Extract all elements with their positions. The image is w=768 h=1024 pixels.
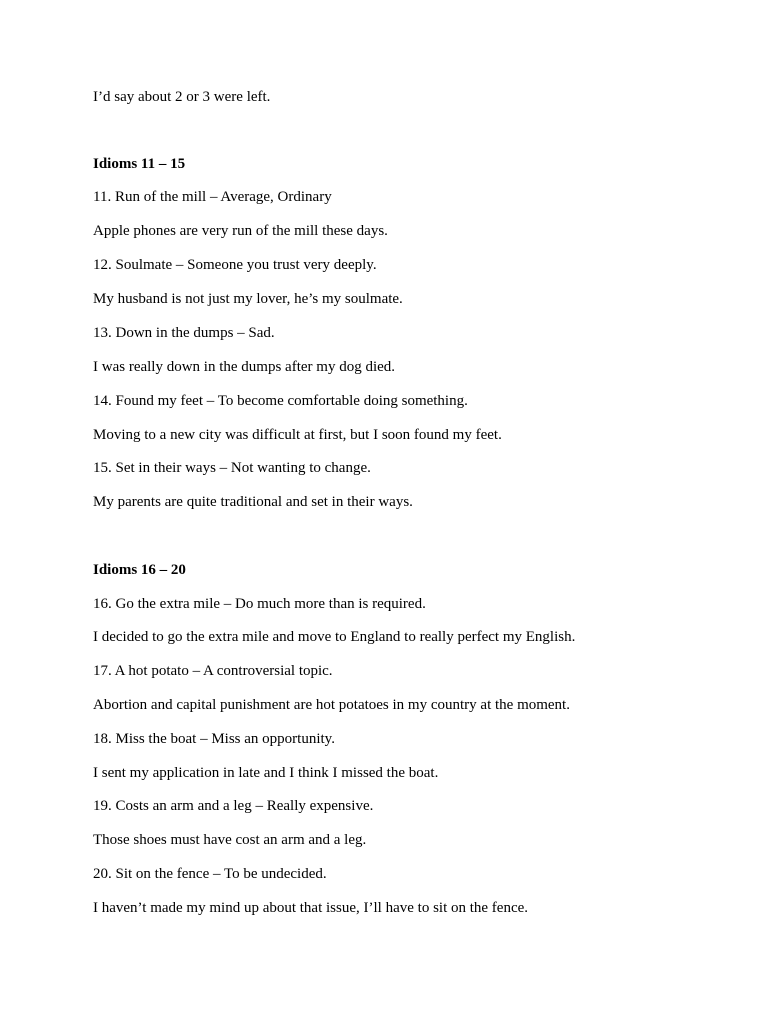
intro-line: I’d say about 2 or 3 were left.	[93, 89, 271, 105]
idiom-example: Those shoes must have cost an arm and a leg.	[93, 832, 367, 848]
idiom-definition: 14. Found my feet – To become comfortable doing something.	[93, 393, 468, 409]
idiom-example: My husband is not just my lover, he’s my soulmate.	[93, 291, 403, 307]
idiom-definition: 13. Down in the dumps – Sad.	[93, 325, 275, 341]
idiom-example: I sent my application in late and I think I missed the boat.	[93, 765, 439, 781]
idiom-example: Moving to a new city was difficult at first, but I soon found my feet.	[93, 427, 502, 443]
idiom-definition: 20. Sit on the fence – To be undecided.	[93, 866, 327, 882]
idiom-example: I decided to go the extra mile and move to England to really perfect my English.	[93, 629, 576, 645]
idiom-example: I was really down in the dumps after my dog died.	[93, 359, 396, 375]
idiom-example: I haven’t made my mind up about that issue, I’ll have to sit on the fence.	[93, 900, 529, 916]
idiom-definition: 15. Set in their ways – Not wanting to change.	[93, 460, 371, 476]
idiom-example: Abortion and capital punishment are hot potatoes in my country at the moment.	[93, 697, 570, 713]
idiom-example: My parents are quite traditional and set in their ways.	[93, 494, 413, 510]
idiom-definition: 12. Soulmate – Someone you trust very deeply.	[93, 257, 377, 273]
idiom-definition: 19. Costs an arm and a leg – Really expensive.	[93, 798, 374, 814]
idiom-definition: 17. A hot potato – A controversial topic.	[93, 663, 333, 679]
section-heading: Idioms 11 – 15	[93, 156, 186, 172]
section-heading: Idioms 16 – 20	[93, 562, 186, 578]
idiom-definition: 16. Go the extra mile – Do much more than is required.	[93, 596, 426, 612]
idiom-definition: 18. Miss the boat – Miss an opportunity.	[93, 731, 335, 747]
idiom-example: Apple phones are very run of the mill these days.	[93, 223, 388, 239]
idiom-definition: 11. Run of the mill – Average, Ordinary	[93, 189, 332, 205]
